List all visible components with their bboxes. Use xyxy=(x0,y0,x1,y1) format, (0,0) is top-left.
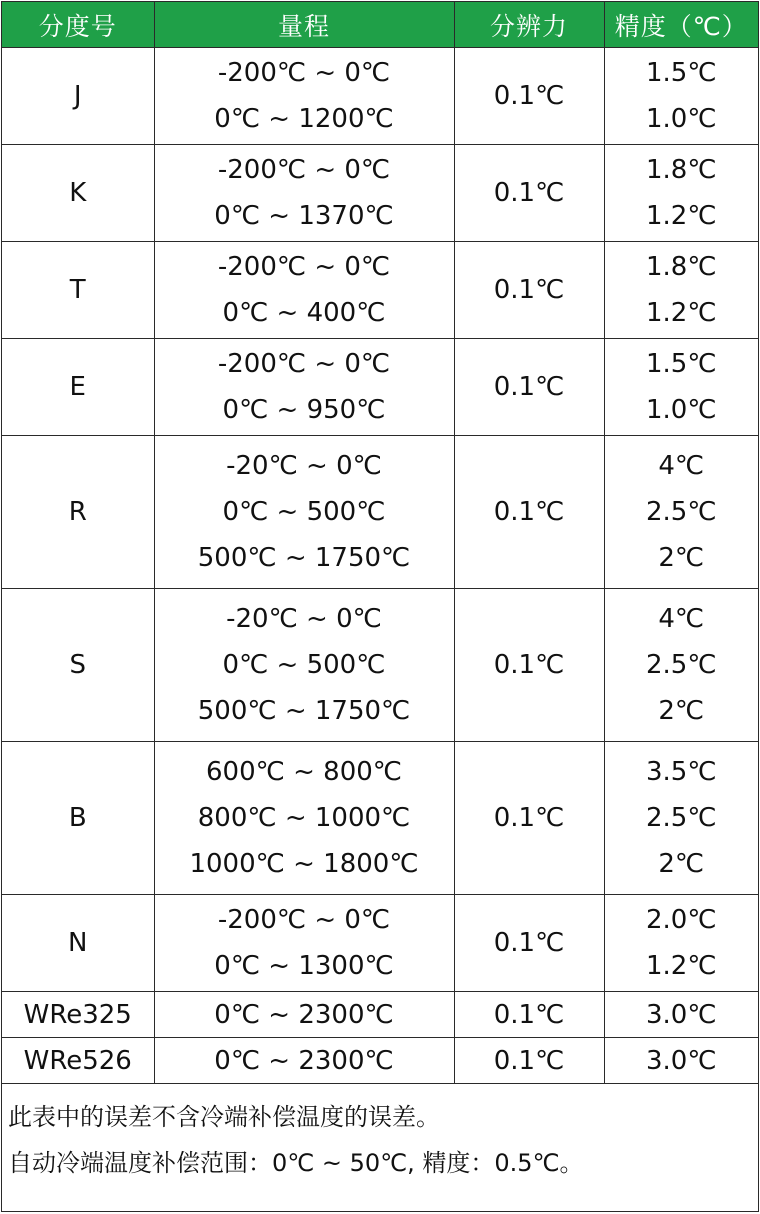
accuracy-value: 1.2℃ xyxy=(645,201,717,231)
type-cell: N xyxy=(2,895,154,992)
accuracy-cell xyxy=(604,895,758,992)
accuracy-value: 2℃ xyxy=(658,543,705,573)
accuracy-value: 2℃ xyxy=(658,849,705,879)
range-cell xyxy=(154,742,454,895)
range-cell xyxy=(154,895,454,992)
accuracy-value: 2.5℃ xyxy=(645,803,717,833)
accuracy-value: 1.0℃ xyxy=(645,104,717,134)
range-value: -200℃ ~ 0℃ xyxy=(217,349,391,379)
header-range: 量程 xyxy=(154,2,454,48)
header-resolution: 分辨力 xyxy=(454,2,604,48)
accuracy-value: 3.5℃ xyxy=(645,757,717,787)
range-value: -20℃ ~ 0℃ xyxy=(226,604,382,634)
range-value: 500℃ ~ 1750℃ xyxy=(197,696,411,726)
range-value: 0℃ ~ 400℃ xyxy=(222,298,386,328)
resolution-cell: 0.1℃ xyxy=(454,145,604,242)
table-row xyxy=(2,48,758,145)
resolution-cell: 0.1℃ xyxy=(454,589,604,742)
type-cell: WRe526 xyxy=(2,1038,154,1084)
range-cell xyxy=(154,589,454,742)
resolution-cell: 0.1℃ xyxy=(454,339,604,436)
accuracy-cell: 3.0℃ xyxy=(604,1038,758,1084)
table-header-row xyxy=(2,2,758,48)
resolution-cell: 0.1℃ xyxy=(454,48,604,145)
accuracy-value: 4℃ xyxy=(658,451,705,481)
accuracy-cell xyxy=(604,242,758,339)
accuracy-value: 2℃ xyxy=(658,696,705,726)
range-value: -20℃ ~ 0℃ xyxy=(226,451,382,481)
range-cell: 0℃ ~ 2300℃ xyxy=(154,1038,454,1084)
header-accuracy: 精度（℃） xyxy=(604,2,758,48)
resolution-cell: 0.1℃ xyxy=(454,1038,604,1084)
accuracy-value: 1.0℃ xyxy=(645,395,717,425)
table-row xyxy=(2,895,758,992)
range-value: 500℃ ~ 1750℃ xyxy=(197,543,411,573)
accuracy-value: 1.2℃ xyxy=(645,951,717,981)
range-value: 600℃ ~ 800℃ xyxy=(206,757,402,787)
range-value: -200℃ ~ 0℃ xyxy=(217,252,391,282)
thermocouple-spec-table xyxy=(2,2,758,1084)
range-value: 0℃ ~ 500℃ xyxy=(222,497,386,527)
accuracy-cell xyxy=(604,436,758,589)
accuracy-value: 1.2℃ xyxy=(645,298,717,328)
accuracy-value: 1.5℃ xyxy=(645,58,717,88)
range-value: -200℃ ~ 0℃ xyxy=(217,905,391,935)
accuracy-cell xyxy=(604,742,758,895)
range-cell xyxy=(154,339,454,436)
accuracy-value: 1.8℃ xyxy=(645,155,717,185)
accuracy-value: 4℃ xyxy=(658,604,705,634)
range-value: 800℃ ~ 1000℃ xyxy=(197,803,411,833)
type-cell: WRe325 xyxy=(2,992,154,1038)
range-cell xyxy=(154,145,454,242)
range-value: 1000℃ ~ 1800℃ xyxy=(189,849,419,879)
type-cell: T xyxy=(2,242,154,339)
table-row xyxy=(2,742,758,895)
range-cell xyxy=(154,436,454,589)
type-cell: B xyxy=(2,742,154,895)
spec-sheet xyxy=(1,1,759,1212)
table-row xyxy=(2,992,758,1038)
accuracy-cell: 3.0℃ xyxy=(604,992,758,1038)
range-value: 0℃ ~ 1300℃ xyxy=(214,951,394,981)
resolution-cell: 0.1℃ xyxy=(454,242,604,339)
range-cell: 0℃ ~ 2300℃ xyxy=(154,992,454,1038)
type-cell: R xyxy=(2,436,154,589)
type-cell: J xyxy=(2,48,154,145)
table-row xyxy=(2,145,758,242)
table-row xyxy=(2,242,758,339)
resolution-cell: 0.1℃ xyxy=(454,992,604,1038)
accuracy-cell xyxy=(604,339,758,436)
accuracy-cell xyxy=(604,589,758,742)
type-cell: K xyxy=(2,145,154,242)
table-row xyxy=(2,339,758,436)
range-cell xyxy=(154,48,454,145)
range-value: 0℃ ~ 1370℃ xyxy=(214,201,394,231)
header-type: 分度号 xyxy=(2,2,154,48)
range-value: -200℃ ~ 0℃ xyxy=(217,155,391,185)
range-value: 0℃ ~ 500℃ xyxy=(222,650,386,680)
resolution-cell: 0.1℃ xyxy=(454,895,604,992)
accuracy-value: 2.5℃ xyxy=(645,497,717,527)
table-row xyxy=(2,1038,758,1084)
range-value: 0℃ ~ 1200℃ xyxy=(214,104,394,134)
note-line: 此表中的误差不含冷端补偿温度的误差。 xyxy=(8,1103,440,1131)
range-value: -200℃ ~ 0℃ xyxy=(217,58,391,88)
accuracy-value: 1.5℃ xyxy=(645,349,717,379)
accuracy-value: 2.0℃ xyxy=(645,905,717,935)
table-row xyxy=(2,589,758,742)
type-cell: E xyxy=(2,339,154,436)
resolution-cell: 0.1℃ xyxy=(454,742,604,895)
table-notes xyxy=(2,1084,758,1186)
type-cell: S xyxy=(2,589,154,742)
range-cell xyxy=(154,242,454,339)
table-row xyxy=(2,436,758,589)
accuracy-cell xyxy=(604,145,758,242)
accuracy-value: 1.8℃ xyxy=(645,252,717,282)
accuracy-value: 2.5℃ xyxy=(645,650,717,680)
resolution-cell: 0.1℃ xyxy=(454,436,604,589)
note-line: 自动冷端温度补偿范围：0℃ ~ 50℃, 精度：0.5℃。 xyxy=(8,1149,584,1177)
range-value: 0℃ ~ 950℃ xyxy=(222,395,386,425)
accuracy-cell xyxy=(604,48,758,145)
